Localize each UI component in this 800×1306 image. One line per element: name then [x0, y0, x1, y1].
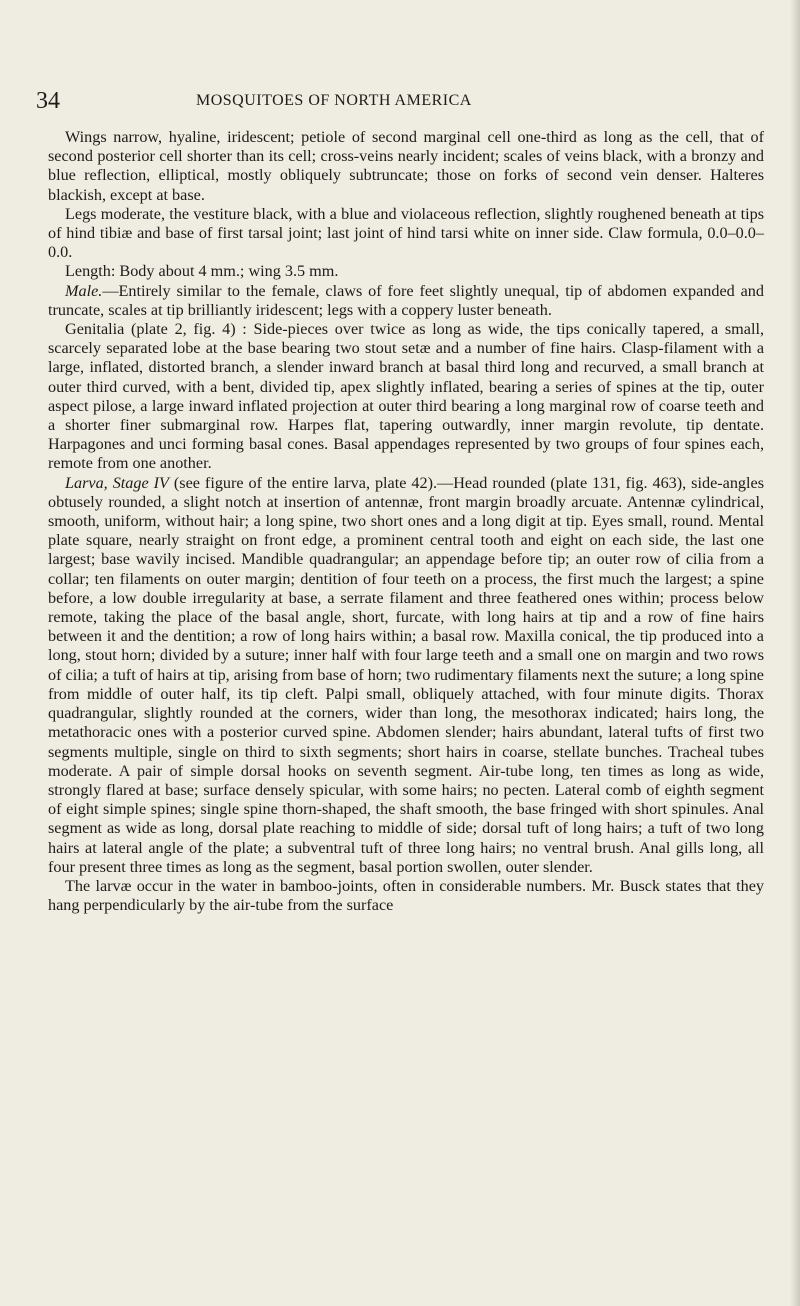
paragraph-male: Male.—Entirely similar to the female, claws of fore feet slightly unequal, tip of abdomen expanded and truncate, scales at tip brilliantly iridescent; legs with a coppery luster beneath. — [48, 281, 764, 319]
paragraph-wings: Wings narrow, hyaline, iridescent; petiole of second marginal cell one-third as long as the cell, that of second posterior cell shorter than its cell; cross-veins nearly incident; scales of veins black, with a bronzy and blue reflection, elliptical, mostly obliquely subtruncate; those on forks of second vein denser. Halteres blackish, except at base. — [48, 128, 764, 204]
body-text — [48, 128, 764, 915]
paragraph-habits: The larvæ occur in the water in bamboo-joints, often in considerable numbers. Mr. Busck states that they hang perpendicularly by the air-tube from the surface — [48, 876, 764, 915]
paragraph-legs: Legs moderate, the vestiture black, with a blue and violaceous reflection, slightly roughened beneath at tips of hind tibiæ and base of first tarsal joint; last joint of hind tarsi white on inner side. Claw formula, 0.0–0.0–0.0. — [48, 204, 764, 262]
paragraph-genitalia: Genitalia (plate 2, fig. 4) : Side-pieces over twice as long as wide, the tips conically tapered, a small, scarcely separated lobe at the base bearing two stout setæ and a number of fine hairs. Clasp-filament with a large, inflated, distorted branch, a slender inward branch at basal third long and recurved, a small branch at outer third curved, with a bent, divided tip, apex slightly inflated, bearing a series of spines at the tip, outer aspect pilose, a large inward inflated projection at outer third bearing a long marginal row of coarse teeth and a shorter finer submarginal row. Harpes flat, tapering outwardly, inner margin revolute, tip dentate. Harpagones and unci forming basal cones. Basal appendages represented by two groups of four spines each, remote from one another. — [48, 320, 764, 473]
running-title: MOSQUITOES OF NORTH AMERICA — [196, 92, 472, 109]
page-edge-shadow — [790, 0, 800, 1306]
runin-heading-larva: Larva, Stage IV — [65, 473, 169, 492]
page-header — [36, 88, 760, 112]
page-number: 34 — [36, 88, 60, 114]
paragraph-larva: Larva, Stage IV (see figure of the entire larva, plate 42).—Head rounded (plate 131, fig. 463), side-angles obtusely rounded, a slight notch at insertion of antennæ, front margin broadly arcuate. Antennæ cylindrical, smooth, uniform, without hair; a long spine, two short ones and a long digit at tip. Eyes small, round. Mental plate square, nearly straight on front edge, a prominent central tooth and eight on each side, the last one largest; base wavily incised. Mandible quadrangular; an appendage before tip; an outer row of cilia from a collar; ten filaments on outer margin; dentition of four teeth on a process, the first much the largest; a spine before, a low double irregularity at base, a serrate filament and three feathered ones within; process below remote, taking the place of the basal angle, short, furcate, with long hairs at tip and a row of fine hairs between it and the dentition; a row of long hairs within; a basal row. Maxilla conical, the tip produced into a long, stout horn; divided by a suture; inner half with four large teeth and a small one on margin and two rows of cilia; a tuft of hairs at tip, arising from base of horn; two rudimentary filaments next the suture; a long spine from middle of outer half, its tip cleft. Palpi small, obliquely attached, with four minute digits. Thorax quadrangular, slightly rounded at the corners, wider than long, the mesothorax indicated; hairs long, the metathoracic ones with a posterior curved spine. Abdomen slender; hairs abundant, lateral tufts of first two segments multiple, single on third to sixth segments; short hairs in coarse, stellate bunches. Tracheal tubes moderate. A pair of simple dorsal hooks on seventh segment. Air-tube long, ten times as long as wide, strongly flared at base; surface densely spicular, with some hairs; no pecten. Lateral comb of eighth segment of eight simple spines; single spine thorn-shaped, the shaft smooth, the base fringed with short spinules. Anal segment as wide as long, dorsal plate reaching to middle of side; dorsal tuft of long hairs; a tuft of two long hairs at lateral angle of the plate; a subventral tuft of three long hairs; no ventral brush. Anal gills long, all four present three times as long as the segment, basal portion swollen, outer slender. — [48, 473, 764, 876]
paragraph-length: Length: Body about 4 mm.; wing 3.5 mm. — [65, 262, 339, 281]
runin-heading-male: Male. — [65, 281, 103, 300]
